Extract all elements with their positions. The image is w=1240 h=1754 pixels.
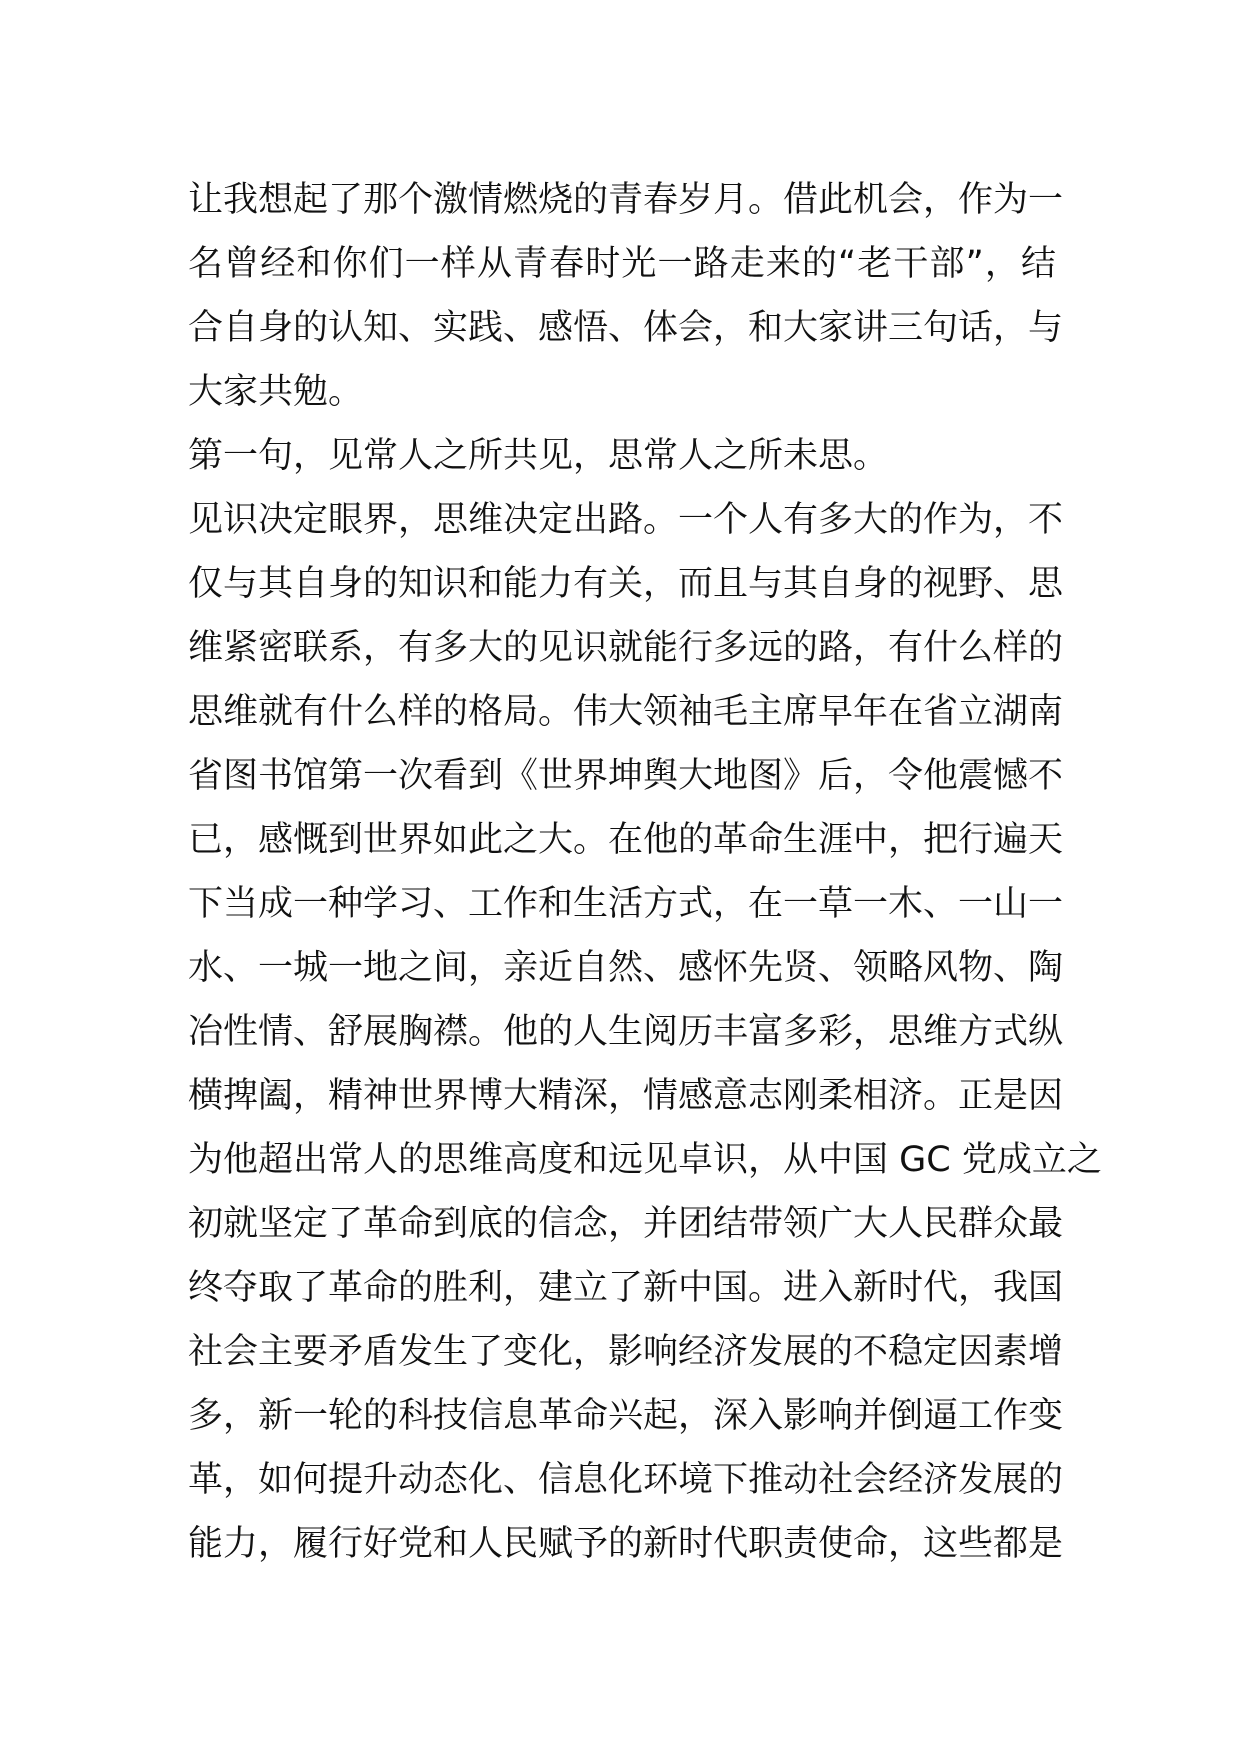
text-line: 见识决定眼界，思维决定出路。一个人有多大的作为，不 bbox=[188, 500, 1064, 540]
text-line: 维紧密联系，有多大的见识就能行多远的路，有什么样的 bbox=[188, 628, 1064, 668]
text-line: 初就坚定了革命到底的信念，并团结带领广大人民群众最 bbox=[188, 1204, 1064, 1244]
text-line: 已，感慨到世界如此之大。在他的革命生涯中，把行遍天 bbox=[188, 820, 1064, 860]
text-line: 社会主要矛盾发生了变化，影响经济发展的不稳定因素增 bbox=[188, 1332, 1064, 1372]
text-line: 水、一城一地之间，亲近自然、感怀先贤、领略风物、陶 bbox=[188, 948, 1064, 988]
text-line: 终夺取了革命的胜利，建立了新中国。进入新时代，我国 bbox=[188, 1268, 1064, 1308]
section-heading bbox=[188, 424, 1056, 488]
text-line: 省图书馆第一次看到《世界坤舆大地图》后，令他震憾不 bbox=[188, 756, 1064, 796]
text-line: 仅与其自身的知识和能力有关，而且与其自身的视野、思 bbox=[188, 564, 1064, 604]
document-body bbox=[188, 168, 1102, 1576]
text-line: 横捭阖，精神世界博大精深，情感意志刚柔相济。正是因 bbox=[188, 1076, 1064, 1116]
paragraph-body bbox=[188, 488, 1102, 1576]
text-line: 革，如何提升动态化、信息化环境下推动社会经济发展的 bbox=[188, 1460, 1064, 1500]
text-line: 名曾经和你们一样从青春时光一路走来的“老干部”，结 bbox=[188, 244, 1056, 284]
text-line: 思维就有什么样的格局。伟大领袖毛主席早年在省立湖南 bbox=[188, 692, 1064, 732]
text-line: 让我想起了那个激情燃烧的青春岁月。借此机会，作为一 bbox=[188, 180, 1064, 220]
text-line: 多，新一轮的科技信息革命兴起，深入影响并倒逼工作变 bbox=[188, 1396, 1064, 1436]
text-line: 大家共勉。 bbox=[188, 372, 364, 412]
text-line: 能力，履行好党和人民赋予的新时代职责使命，这些都是 bbox=[188, 1524, 1064, 1564]
text-line: 为他超出常人的思维高度和远见卓识，从中国 GC 党成立之 bbox=[188, 1140, 1102, 1180]
paragraph-intro bbox=[188, 168, 1064, 424]
text-line: 下当成一种学习、工作和生活方式，在一草一木、一山一 bbox=[188, 884, 1064, 924]
text-line: 冶性情、舒展胸襟。他的人生阅历丰富多彩，思维方式纵 bbox=[188, 1012, 1064, 1052]
heading-line: 第一句，见常人之所共见，思常人之所未思。 bbox=[188, 436, 889, 476]
text-line: 合自身的认知、实践、感悟、体会，和大家讲三句话，与 bbox=[188, 308, 1064, 348]
